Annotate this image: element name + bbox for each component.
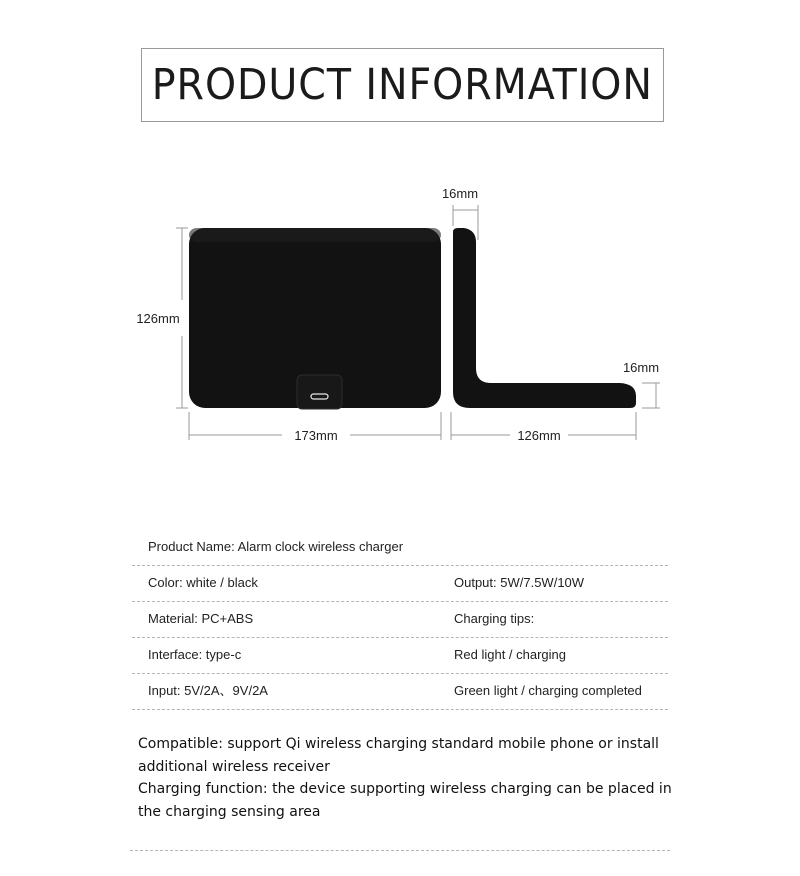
spec-row xyxy=(132,637,668,674)
front-view xyxy=(189,228,441,409)
spec-output: Output: 5W/7.5W/10W xyxy=(454,575,585,590)
spec-row xyxy=(132,601,668,638)
spec-charging-tips: Charging tips: xyxy=(454,611,535,626)
spec-row xyxy=(132,565,668,602)
page-title: PRODUCT INFORMATION xyxy=(151,60,654,110)
usb-port-housing xyxy=(297,375,342,409)
side-depth-label: 126mm xyxy=(517,428,561,443)
description xyxy=(138,733,698,823)
side-base-thickness-label: 16mm xyxy=(622,360,660,375)
spec-row xyxy=(132,673,668,710)
spec-color: Color: white / black xyxy=(148,575,258,590)
spec-product-name: Product Name: Alarm clock wireless charger xyxy=(148,539,404,554)
side-view xyxy=(453,228,636,408)
front-height-label: 126mm xyxy=(136,311,180,326)
charger-side-body xyxy=(453,228,636,408)
charging-function-text: Charging function: the device supporting wireless charging can be placed in the charging sensing area xyxy=(138,781,672,820)
bottom-divider xyxy=(130,850,670,851)
side-thickness-label: 16mm xyxy=(441,186,479,201)
front-width-label: 173mm xyxy=(294,428,338,443)
spec-material: Material: PC+ABS xyxy=(148,611,254,626)
spec-red-light: Red light / charging xyxy=(454,647,567,662)
spec-row xyxy=(132,529,668,566)
spec-input: Input: 5V/2A、9V/2A xyxy=(148,683,268,698)
spec-interface: Interface: type-c xyxy=(148,647,242,662)
compatible-text: Compatible: support Qi wireless charging standard mobile phone or install additional wireless receiver xyxy=(138,736,659,775)
spec-green-light: Green light / charging completed xyxy=(454,683,642,698)
charger-front-highlight xyxy=(189,228,441,242)
